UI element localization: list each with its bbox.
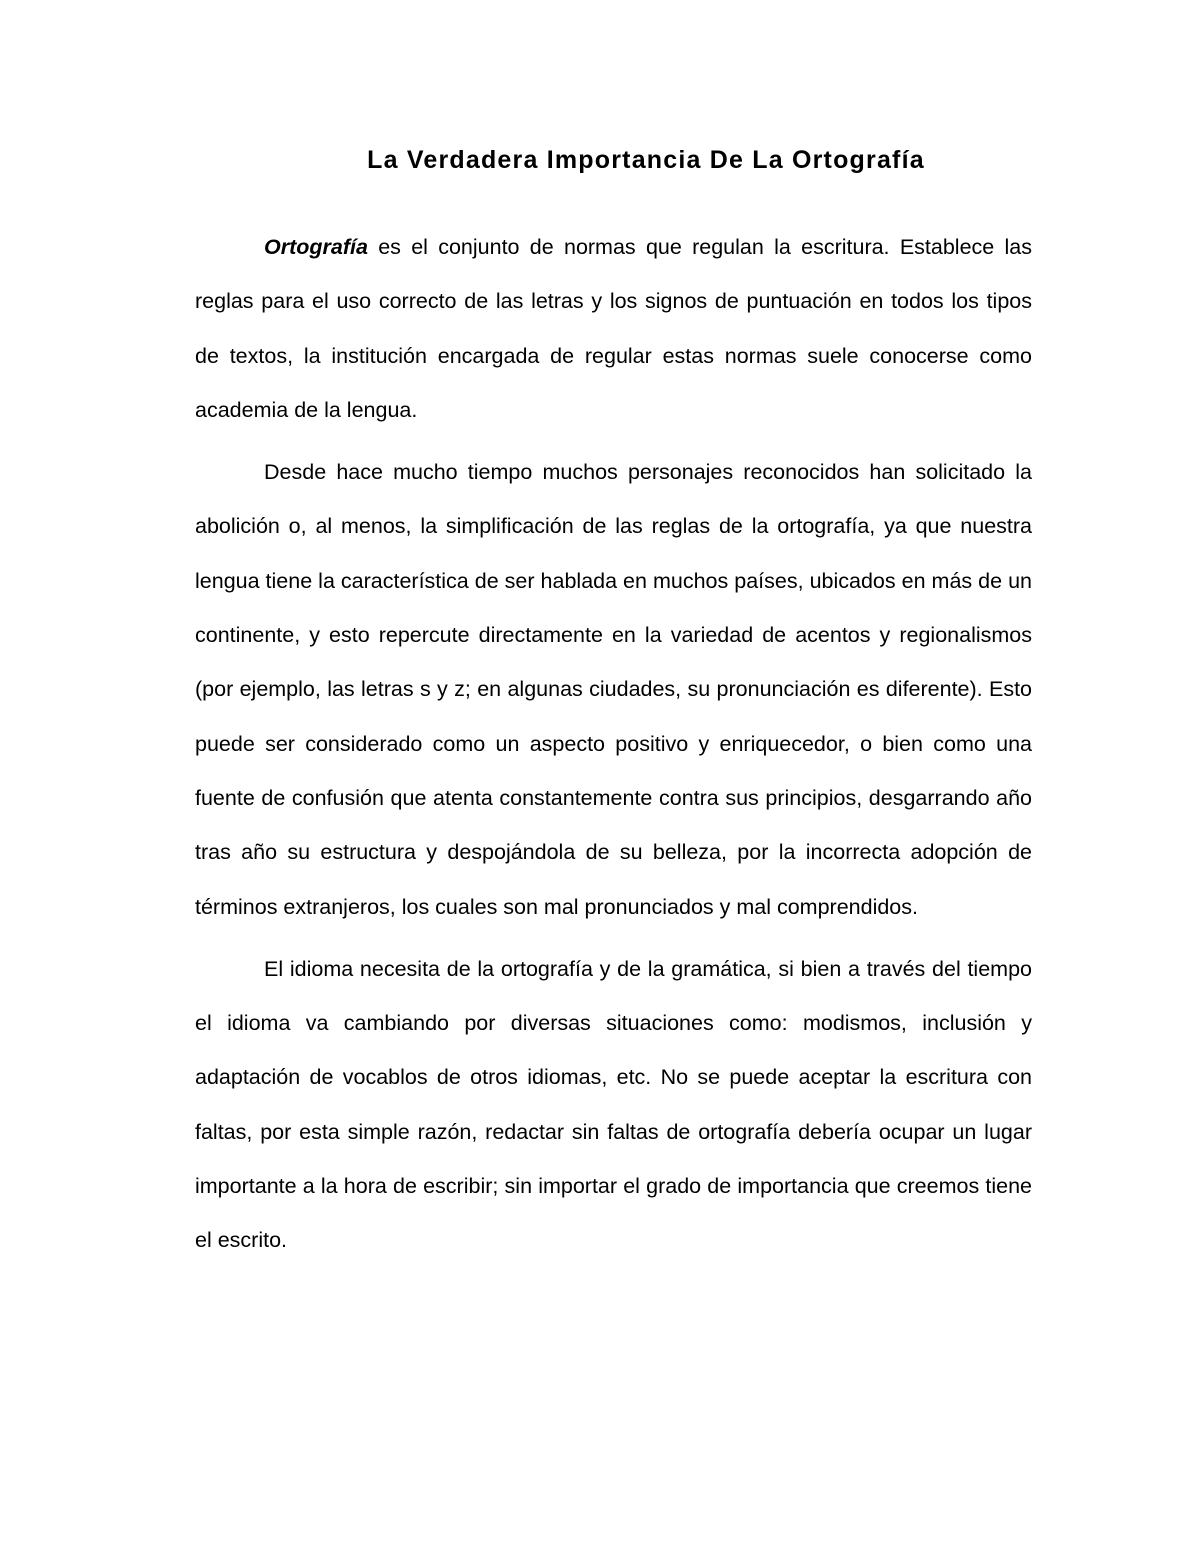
paragraph-text: Desde hace mucho tiempo muchos personajes reconocidos han solicitado la abolición o, al menos, la simplificación de las reglas de la ortografía, ya que nuestra lengua tiene la característica de ser hablada en muchos países, ubicados en más de un continente, y esto repercute directamente en la variedad de acentos y regionalismos (por ejemplo, las letras s y z; en algunas ciudades, su pronunciación es diferente). Esto puede ser considerado como un aspecto positivo y enriquecedor, o bien como una fuente de confusión que atenta constantemente contra sus principios, desgarrando año tras año su estructura y despojándola de su belleza, por la incorrecta adopción de términos extranjeros, los cuales son mal pronunciados y mal comprendidos. [195, 460, 1032, 919]
paragraph-text: El idioma necesita de la ortografía y de la gramática, si bien a través del tiempo el idioma va cambiando por diversas situaciones como: modismos, inclusión y adaptación de vocablos de otros idiomas, etc. No se puede aceptar la escritura con faltas, por esta simple razón, redactar sin faltas de ortografía debería ocupar un lugar importante a la hora de escribir; sin importar el grado de importancia que creemos tiene el escrito. [195, 956, 1032, 1253]
document-title: La Verdadera Importancia De La Ortografía [367, 146, 925, 174]
paragraph-text: es el conjunto de normas que regulan la escritura. Establece las reglas para el uso correcto de las letras y los signos de puntuación en todos los tipos de textos, la institución encargada de regular estas normas suele conocerse como academia de la lengua. [195, 235, 1032, 422]
paragraph-lead-term: Ortografía [264, 235, 368, 259]
paragraph-3 [195, 942, 1032, 1268]
paragraph-2 [195, 445, 1032, 934]
document-body [195, 220, 1032, 1276]
paragraph-1 [195, 220, 1032, 437]
